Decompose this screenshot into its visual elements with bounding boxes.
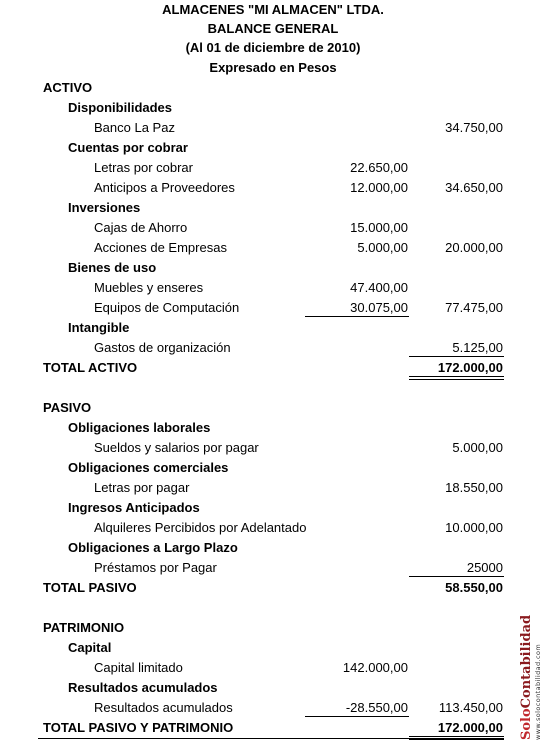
item-row xyxy=(0,218,546,238)
amount-subtotal: 34.650,00 xyxy=(445,180,503,195)
item-label: Sueldos y salarios por pagar xyxy=(94,440,259,455)
amount-subtotal: 10.000,00 xyxy=(445,520,503,535)
group-label: Obligaciones a Largo Plazo xyxy=(68,540,238,555)
blank-row xyxy=(0,378,546,398)
group-row xyxy=(0,138,546,158)
group-row xyxy=(0,258,546,278)
group-label: Intangible xyxy=(68,320,130,335)
group-row xyxy=(0,638,546,658)
item-row xyxy=(0,518,546,538)
total-label: TOTAL PASIVO xyxy=(43,580,137,595)
item-row xyxy=(0,238,546,258)
group-label: Resultados acumulados xyxy=(68,680,218,695)
total-label: TOTAL PASIVO Y PATRIMONIO xyxy=(43,720,234,735)
section-row xyxy=(0,398,546,418)
amount-subtotal: 20.000,00 xyxy=(445,240,503,255)
amount-partial: -28.550,00 xyxy=(345,700,408,715)
item-label: Anticipos a Proveedores xyxy=(94,180,235,195)
group-row xyxy=(0,498,546,518)
item-row xyxy=(0,298,546,318)
amount-subtotal: 172.000,00 xyxy=(437,720,503,735)
amount-subtotal: 34.750,00 xyxy=(445,120,503,135)
amount-partial: 12.000,00 xyxy=(350,180,408,195)
item-label: Gastos de organización xyxy=(94,340,231,355)
section-label: PATRIMONIO xyxy=(43,620,125,635)
item-label: Préstamos por Pagar xyxy=(94,560,217,575)
total-row xyxy=(0,718,546,738)
amount-partial: 47.400,00 xyxy=(350,280,408,295)
item-label: Banco La Paz xyxy=(94,120,175,135)
amount-subtotal: 18.550,00 xyxy=(445,480,503,495)
group-label: Inversiones xyxy=(68,200,141,215)
brand-name: SoloContabilidad xyxy=(519,614,534,740)
total-label: TOTAL ACTIVO xyxy=(43,360,138,375)
section-row xyxy=(0,618,546,638)
amount-partial: 5.000,00 xyxy=(357,240,408,255)
item-label: Acciones de Empresas xyxy=(94,240,227,255)
item-row xyxy=(0,158,546,178)
amount-partial: 15.000,00 xyxy=(350,220,408,235)
group-row xyxy=(0,318,546,338)
item-row xyxy=(0,278,546,298)
item-row xyxy=(0,478,546,498)
group-row xyxy=(0,418,546,438)
group-label: Ingresos Anticipados xyxy=(68,500,200,515)
total-row xyxy=(0,358,546,378)
section-label: ACTIVO xyxy=(43,80,93,95)
group-row xyxy=(0,678,546,698)
total-row xyxy=(0,578,546,598)
amount-subtotal: 5.000,00 xyxy=(452,440,503,455)
item-label: Letras por cobrar xyxy=(94,160,193,175)
item-label: Alquileres Percibidos por Adelantado xyxy=(94,520,307,535)
amount-partial: 30.075,00 xyxy=(350,300,408,315)
item-row xyxy=(0,698,546,718)
item-label: Capital limitado xyxy=(94,660,183,675)
group-row xyxy=(0,458,546,478)
underline-partial xyxy=(305,316,409,317)
item-row xyxy=(0,118,546,138)
group-row xyxy=(0,98,546,118)
brand-url: www.solocontabilidad.com xyxy=(534,643,542,740)
amount-subtotal: 172.000,00 xyxy=(437,360,503,375)
amount-subtotal: 58.550,00 xyxy=(445,580,503,595)
item-label: Equipos de Computación xyxy=(94,300,240,315)
group-label: Disponibilidades xyxy=(68,100,173,115)
group-row xyxy=(0,198,546,218)
item-label: Muebles y enseres xyxy=(94,280,204,295)
item-label: Letras por pagar xyxy=(94,480,190,495)
item-row xyxy=(0,438,546,458)
item-row xyxy=(0,658,546,678)
group-label: Capital xyxy=(68,640,112,655)
amount-partial: 22.650,00 xyxy=(350,160,408,175)
item-row xyxy=(0,338,546,358)
item-row xyxy=(0,178,546,198)
amount-subtotal: 5.125,00 xyxy=(452,340,503,355)
section-label: PASIVO xyxy=(43,400,92,415)
amount-partial: 142.000,00 xyxy=(342,660,408,675)
currency-note: Expresado en Pesos xyxy=(209,60,337,75)
item-label: Resultados acumulados xyxy=(94,700,233,715)
brand-watermark xyxy=(519,614,542,740)
group-label: Obligaciones comerciales xyxy=(68,460,229,475)
item-row xyxy=(0,558,546,578)
section-row xyxy=(0,78,546,98)
blank-row xyxy=(0,598,546,618)
document-title: BALANCE GENERAL xyxy=(207,21,339,36)
group-label: Cuentas por cobrar xyxy=(68,140,188,155)
group-label: Bienes de uso xyxy=(68,260,157,275)
total-rule xyxy=(38,738,504,739)
company-name: ALMACENES "MI ALMACEN" LTDA. xyxy=(162,2,384,17)
group-label: Obligaciones laborales xyxy=(68,420,211,435)
group-row xyxy=(0,538,546,558)
amount-subtotal: 25000 xyxy=(466,560,503,575)
amount-subtotal: 113.450,00 xyxy=(438,700,503,715)
document-date: (Al 01 de diciembre de 2010) xyxy=(185,40,361,55)
underline-partial xyxy=(305,716,409,717)
item-label: Cajas de Ahorro xyxy=(94,220,188,235)
amount-subtotal: 77.475,00 xyxy=(445,300,503,315)
balance-sheet-table xyxy=(0,78,546,738)
underline-subtotal xyxy=(409,356,504,357)
underline-subtotal xyxy=(409,576,504,577)
